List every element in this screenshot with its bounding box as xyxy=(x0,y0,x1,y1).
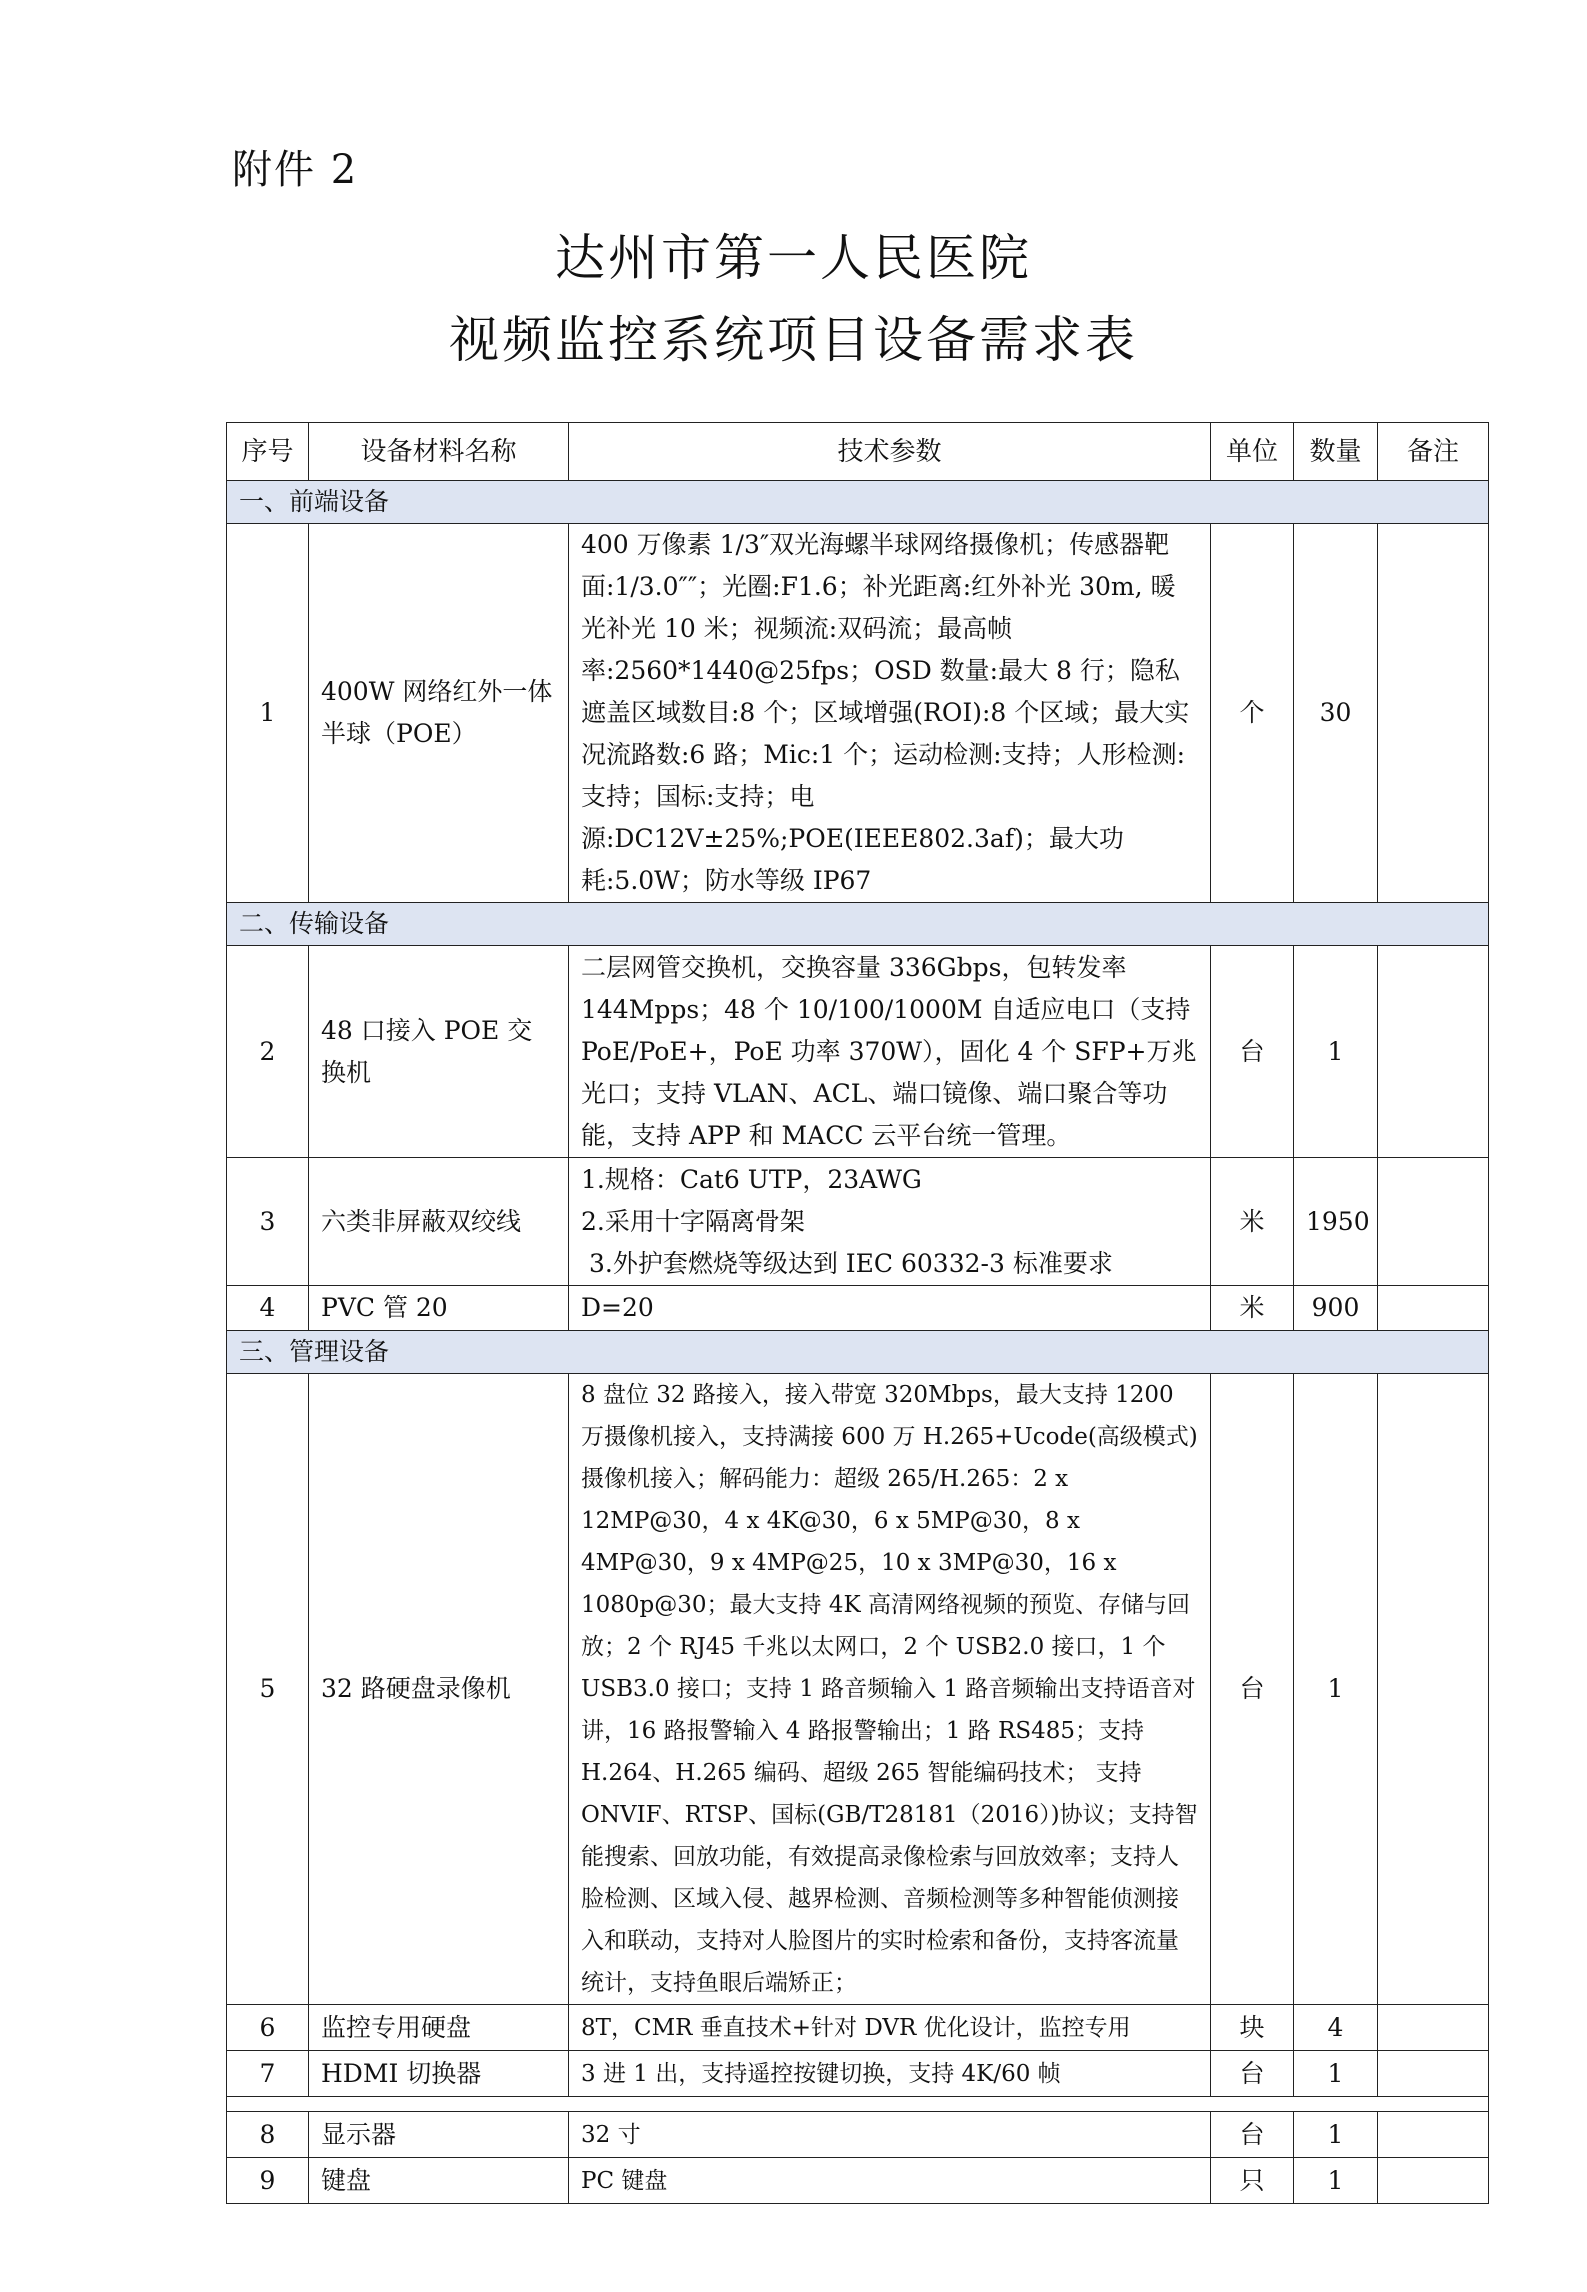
row-no: 2 xyxy=(227,946,309,1158)
attachment-label: 附件 2 xyxy=(232,147,359,193)
header-no: 序号 xyxy=(227,423,309,481)
table-row xyxy=(227,2005,1489,2051)
row-name: 六类非屏蔽双绞线 xyxy=(309,1158,569,1286)
table-row xyxy=(227,1286,1489,1331)
spec-line: 2.采用十字隔离骨架 xyxy=(581,1206,805,1236)
row-qty: 4 xyxy=(1294,2005,1378,2051)
row-spec: 二层网管交换机，交换容量 336Gbps，包转发率 144Mpps；48 个 10/100/1000M 自适应电口（支持 PoE/PoE+，PoE 功率 370W），固化 4 个 SFP+万兆光口；支持 VLAN、ACL、端口镜像、端口聚合等功能，支持 APP 和 MACC 云平台统一管理。 xyxy=(569,946,1211,1158)
row-note xyxy=(1378,1158,1489,1286)
row-no: 3 xyxy=(227,1158,309,1286)
row-unit: 个 xyxy=(1211,524,1294,903)
row-qty: 1 xyxy=(1294,2051,1378,2097)
row-no: 8 xyxy=(227,2112,309,2158)
row-note xyxy=(1378,2112,1489,2158)
table-row xyxy=(227,524,1489,903)
row-no: 4 xyxy=(227,1286,309,1331)
row-spec: PC 键盘 xyxy=(569,2158,1211,2204)
row-note xyxy=(1378,2158,1489,2204)
row-note xyxy=(1378,2051,1489,2097)
row-name: 显示器 xyxy=(309,2112,569,2158)
header-name: 设备材料名称 xyxy=(309,423,569,481)
row-unit: 米 xyxy=(1211,1158,1294,1286)
table-header-row xyxy=(227,423,1489,481)
row-qty: 1950 xyxy=(1294,1158,1378,1286)
row-qty: 1 xyxy=(1294,1374,1378,2005)
row-no: 9 xyxy=(227,2158,309,2204)
row-name: 32 路硬盘录像机 xyxy=(309,1374,569,2005)
row-spec: 8 盘位 32 路接入，接入带宽 320Mbps，最大支持 1200 万摄像机接入，支持满接 600 万 H.265+Ucode(高级模式)摄像机接入；解码能力：超级 265/H.265：2 x 12MP@30，4 x 4K@30，6 x 5MP@30，8 x 4MP@30，9 x 4MP@25，10 x 3MP@30，16 x 1080p@30；最大支持 4K 高清网络视频的预览、存储与回放；2 个 RJ45 千兆以太网口，2 个 USB2.0 接口，1 个 USB3.0 接口；支持 1 路音频输入 1 路音频输出支持语音对讲，16 路报警输入 4 路报警输出；1 路 RS485；支持 H.264、H.265 编码、超级 265 智能编码技术； 支持 ONVIF、RTSP、国标(GB/T28181（2016）)协议；支持智能搜索、回放功能，有效提高录像检索与回放效率；支持人脸检测、区域入侵、越界检测、音频检测等多种智能侦测接入和联动，支持对人脸图片的实时检索和备份，支持客流量统计，支持鱼眼后端矫正； xyxy=(569,1374,1211,2005)
row-unit: 台 xyxy=(1211,2051,1294,2097)
row-name: 监控专用硬盘 xyxy=(309,2005,569,2051)
header-spec: 技术参数 xyxy=(569,423,1211,481)
section-label: 三、管理设备 xyxy=(227,1331,1489,1374)
row-note xyxy=(1378,1286,1489,1331)
row-name: 400W 网络红外一体半球（POE） xyxy=(309,524,569,903)
header-unit: 单位 xyxy=(1211,423,1294,481)
table-row xyxy=(227,946,1489,1158)
table-row xyxy=(227,2051,1489,2097)
equipment-requirements-table xyxy=(226,422,1489,2204)
row-unit: 只 xyxy=(1211,2158,1294,2204)
section-row-management xyxy=(227,1331,1489,1374)
document-title: 达州市第一人民医院 xyxy=(555,229,1032,287)
row-unit: 台 xyxy=(1211,1374,1294,2005)
table-row xyxy=(227,1158,1489,1286)
row-no: 5 xyxy=(227,1374,309,2005)
row-qty: 1 xyxy=(1294,946,1378,1158)
row-no: 7 xyxy=(227,2051,309,2097)
row-qty: 30 xyxy=(1294,524,1378,903)
row-name: HDMI 切换器 xyxy=(309,2051,569,2097)
section-label: 一、前端设备 xyxy=(227,481,1489,524)
row-unit: 块 xyxy=(1211,2005,1294,2051)
row-name: 48 口接入 POE 交换机 xyxy=(309,946,569,1158)
header-qty: 数量 xyxy=(1294,423,1378,481)
row-spec: 3 进 1 出，支持遥控按键切换，支持 4K/60 帧 xyxy=(569,2051,1211,2097)
row-qty: 900 xyxy=(1294,1286,1378,1331)
row-unit: 台 xyxy=(1211,2112,1294,2158)
table-row xyxy=(227,2112,1489,2158)
section-row-transmission xyxy=(227,903,1489,946)
row-note xyxy=(1378,2005,1489,2051)
table-row xyxy=(227,2158,1489,2204)
table-gap xyxy=(227,2097,1489,2112)
row-no: 1 xyxy=(227,524,309,903)
spec-line: 3.外护套燃烧等级达到 IEC 60332-3 标准要求 xyxy=(589,1248,1113,1278)
table-row xyxy=(227,1374,1489,2005)
row-unit: 米 xyxy=(1211,1286,1294,1331)
row-qty: 1 xyxy=(1294,2158,1378,2204)
row-name: PVC 管 20 xyxy=(309,1286,569,1331)
document-subtitle: 视频监控系统项目设备需求表 xyxy=(449,311,1138,369)
row-spec: 8T，CMR 垂直技术+针对 DVR 优化设计，监控专用 xyxy=(569,2005,1211,2051)
row-qty: 1 xyxy=(1294,2112,1378,2158)
row-note xyxy=(1378,946,1489,1158)
row-spec: 400 万像素 1/3″双光海螺半球网络摄像机；传感器靶面:1/3.0″″；光圈:F1.6；补光距离:红外补光 30m, 暖光补光 10 米；视频流:双码流；最高帧率:2560*1440@25fps；OSD 数量:最大 8 行；隐私遮盖区域数目:8 个；区域增强(ROI):8 个区域；最大实况流路数:6 路；Mic:1 个；运动检测:支持；人形检测:支持；国标:支持；电源:DC12V±25%;POE(IEEE802.3af)；最大功耗:5.0W；防水等级 IP67 xyxy=(569,524,1211,903)
row-unit: 台 xyxy=(1211,946,1294,1158)
header-note: 备注 xyxy=(1378,423,1489,481)
row-spec xyxy=(569,1158,1211,1286)
row-note xyxy=(1378,524,1489,903)
row-spec: D=20 xyxy=(569,1286,1211,1331)
row-spec: 32 寸 xyxy=(569,2112,1211,2158)
row-no: 6 xyxy=(227,2005,309,2051)
spec-line: 1.规格：Cat6 UTP，23AWG xyxy=(581,1164,922,1194)
row-name: 键盘 xyxy=(309,2158,569,2204)
section-row-front xyxy=(227,481,1489,524)
row-note xyxy=(1378,1374,1489,2005)
section-label: 二、传输设备 xyxy=(227,903,1489,946)
